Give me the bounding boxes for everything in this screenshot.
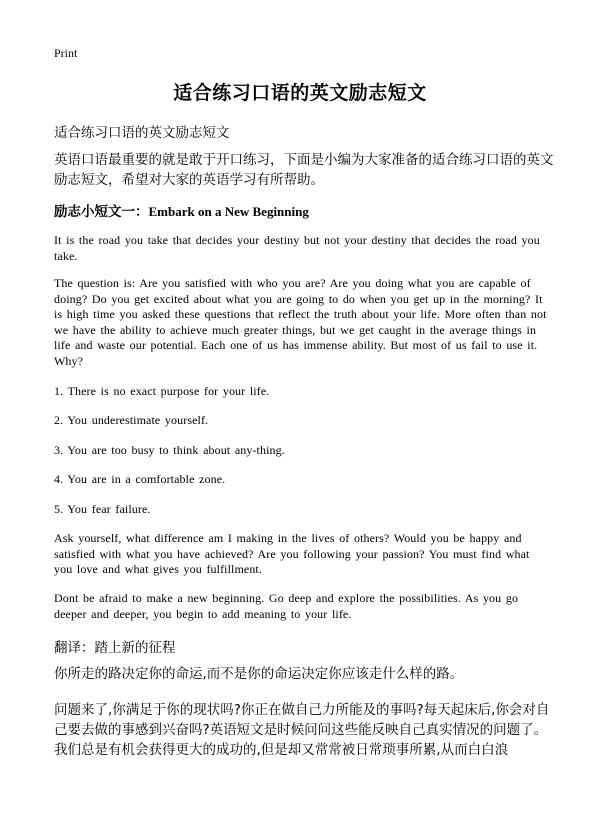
translation-paragraph-1: 你所走的路决定你的命运,而不是你的命运决定你应该走什么样的路。 [54,666,464,682]
list-item-5: 5. You fear failure. [54,502,151,516]
section-heading-en: Embark on a New Beginning [148,204,309,219]
translation-heading: 翻译：踏上新的征程 [54,640,176,656]
list-item-1: 1. There is no exact purpose for your life. [54,384,270,398]
print-link[interactable]: Print [54,46,78,60]
section-heading-cn: 励志小短文一： [54,204,149,220]
article-subtitle: 适合练习口语的英文励志短文 [54,125,230,141]
section-heading [54,200,309,220]
en-paragraph-3: Ask yourself, what difference am I making in the lives of others? Would you be happy and satisfied with what you have achieved? Are you following your passion? You must find what you love and what gives you fulfillment. [54,531,530,576]
en-paragraph-4: Dont be afraid to make a new beginning. Go deep and explore the possibilities. As you go deeper and deeper, you begin to add meaning to your life. [54,591,519,621]
en-paragraph-2: The question is: Are you satisfied with who you are? Are you doing what you are capable of doing? Do you get excited about what you are going to do when you get up in the morning? It is high time you asked these questions that reflect the truth about your life. More often than not we have the ability to achieve much greater things, but we get caught in the average things in life and waste our potential. Each one of us has immense ability. But most of us fail to use it. Why? [54,276,547,368]
en-paragraph-1: It is the road you take that decides your destiny but not your destiny that decides the road you take. [54,233,540,263]
list-item-4: 4. You are in a comfortable zone. [54,472,226,486]
translation-paragraph-2: 问题来了,你满足于你的现状吗?你正在做自己力所能及的事吗?每天起床后,你会对自己要去做的事感到兴奋吗?英语短文是时候问问这些能反映自己真实情况的问题了。我们总是有机会获得更大的成功的,但是却又常常被日常琐事所累,从而白白浪 [54,702,550,758]
intro-paragraph: 英语口语最重要的就是敢于开口练习，下面是小编为大家准备的适合练习口语的英文励志短文，希望对大家的英语学习有所帮助。 [54,152,554,188]
page-title: 适合练习口语的英文励志短文 [173,82,427,104]
list-item-2: 2. You underestimate yourself. [54,413,209,427]
list-item-3: 3. You are too busy to think about any-thing. [54,443,285,457]
